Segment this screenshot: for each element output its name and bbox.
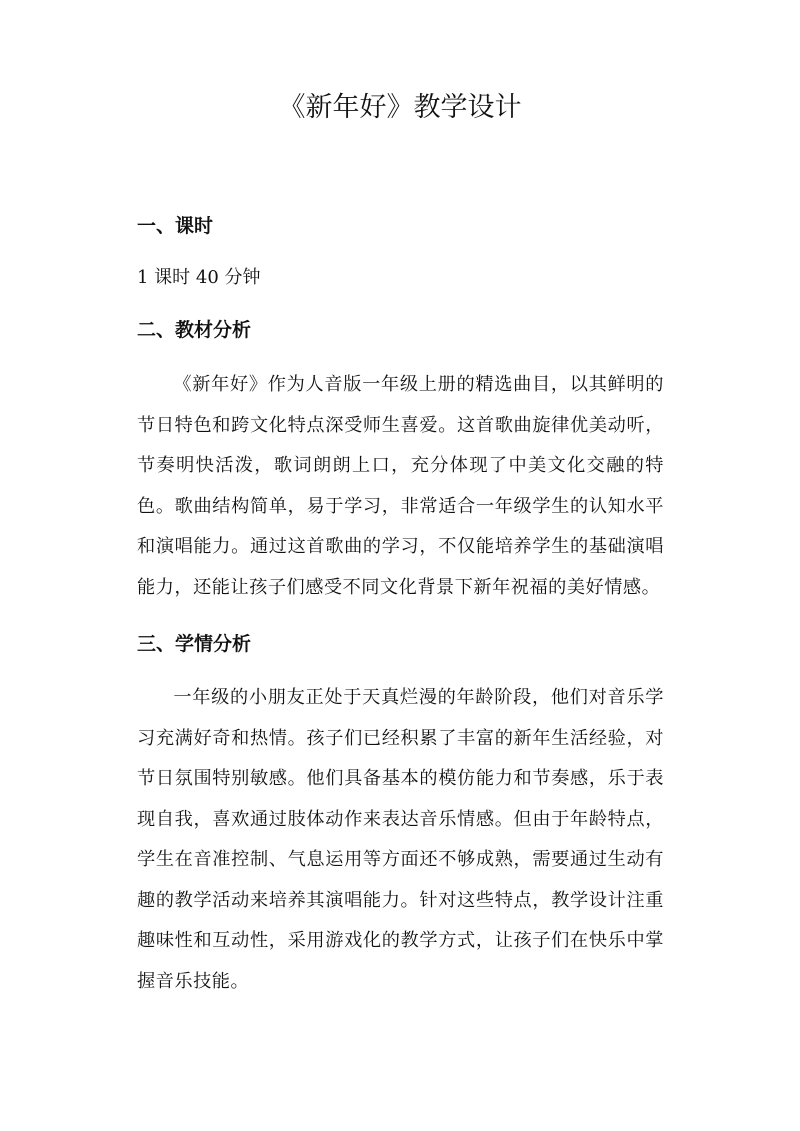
document-title: 《新年好》教学设计	[278, 92, 522, 123]
section-paragraph-textbook-analysis: 《新年好》作为人音版一年级上册的精选曲目，以其鲜明的节日特色和跨文化特点深受师生喜爱。这首歌曲旋律优美动听，节奏明快活泼，歌词朗朗上口，充分体现了中美文化交融的特色。歌曲结构简单，易于学习，非常适合一年级学生的认知水平和演唱能力。通过这首歌曲的学习，不仅能培养学生的基础演唱能力，还能让孩子们感受不同文化背景下新年祝福的美好情感。	[137, 374, 664, 598]
section-heading-textbook-analysis: 二、教材分析	[137, 319, 252, 341]
section-text-class-hours: 1 课时 40 分钟	[137, 267, 261, 288]
section-heading-class-hours: 一、课时	[137, 215, 214, 237]
section-paragraph-student-analysis: 一年级的小朋友正处于天真烂漫的年龄阶段，他们对音乐学习充满好奇和热情。孩子们已经积累了丰富的新年生活经验，对节日氛围特别敏感。他们具备基本的模仿能力和节奏感，乐于表现自我，喜欢通过肢体动作来表达音乐情感。但由于年龄特点，学生在音准控制、气息运用等方面还不够成熟，需要通过生动有趣的教学活动来培养其演唱能力。针对这些特点，教学设计注重趣味性和互动性，采用游戏化的教学方式，让孩子们在快乐中掌握音乐技能。	[137, 687, 664, 992]
section-heading-student-analysis: 三、学情分析	[137, 633, 252, 655]
